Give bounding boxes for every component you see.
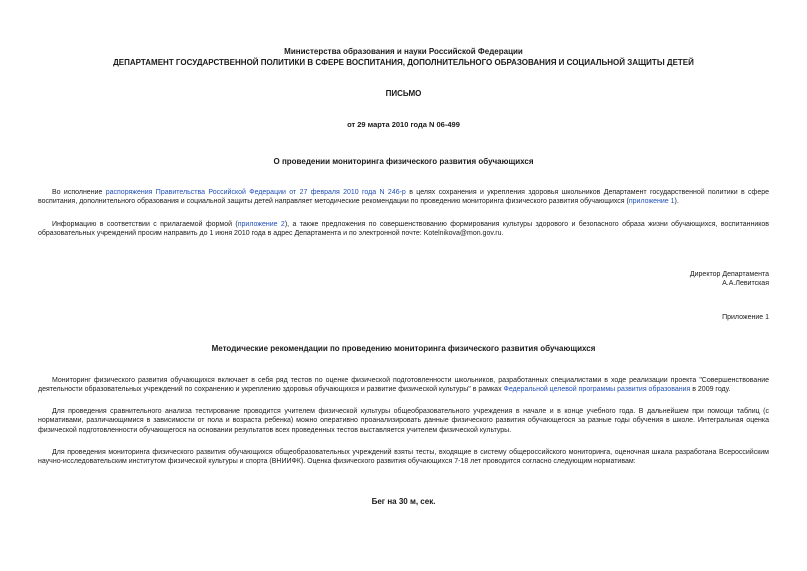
appendix-2-link[interactable]: приложение 2 [237,221,285,228]
paragraph-1-prefix: Во исполнение [52,189,106,196]
signer-name: А.А.Левитская [722,280,769,288]
document-date-number: от 29 марта 2010 года N 06-499 [347,120,460,129]
paragraph-3-prefix: Мониторинг физического развития обучающихся включает в себя ряд тестов по оценке физической подготовленности школьников, разработанных специалистами в ходе реализации проекта "Совершенствование деятельности образовательных учреждений по сохранению и укреплению здоровья обучающихся и развитие физической культуры" в рамках [38,377,769,394]
paragraph-5: Для проведения мониторинга физического развития обучающихся общеобразовательных учреждений взяты тесты, входящие в систему общероссийского мониторинга, оценочная шкала разработана Всероссийским научно-исследовательским институтом физической культуры и спорта (ВНИИФК). Оценка физического развития обучающихся 7-18 лет проводится согласно следующим нормативам: [38,449,769,466]
ministry-name: Министерства образования и науки Российской Федерации [284,47,523,56]
federal-program-link[interactable]: Федеральной целевой программы развития образования [503,386,691,394]
document-header [38,47,769,68]
government-order-link[interactable]: распоряжения Правительства Российской Федерации от 27 февраля 2010 года N 246-р [105,189,406,196]
document-subject: О проведении мониторинга физического развития обучающихся [273,157,534,166]
paragraph-1-middle: в целях сохранения и укрепления здоровья школьников Департамент государственной политики в сфере воспитания, дополнительного образования и социальной защиты детей направляет методические рекомендации по проведению мониторинга физического развития обучающихся ( [38,189,769,206]
signature-block [690,270,769,289]
run-30m-heading: Бег на 30 м, сек. [371,497,436,506]
department-name: ДЕПАРТАМЕНТ ГОСУДАРСТВЕННОЙ ПОЛИТИКИ В СФЕРЕ ВОСПИТАНИЯ, ДОПОЛНИТЕЛЬНОГО ОБРАЗОВАНИЯ И СОЦИАЛЬНОЙ ЗАЩИТЫ ДЕТЕЙ [113,57,694,67]
paragraph-3-suffix: в 2009 году. [690,386,731,394]
paragraph-2-prefix: Информацию в соответствии с прилагаемой формой ( [52,221,238,228]
document-type: ПИСЬМО [385,89,422,98]
paragraph-2 [38,220,769,239]
paragraph-4: Для проведения сравнительного анализа тестирование проводится учителем физической культуры общеобразовательного учреждения в начале и в конце учебного года. В дальнейшем при помощи таблиц (с нормативами, различающимися в зависимости от пола и возраста ребенка) можно оперативно проанализировать данные физического развития обучающегося за разные годы обучения в школе. Интегральная оценка физической подготовленности обучающегося на основании результатов всех проведенных тестов выставляется учителем физической культуры. [38,408,769,434]
appendix-label: Приложение 1 [722,314,769,321]
paragraph-1 [38,188,769,207]
paragraph-2-suffix: ), а также предложения по совершенствованию формирования культуры здорового и безопасного образа жизни обучающихся, воспитанников образовательных учреждений просим направить до 1 июня 2010 года в адрес Департамента и по электронной почте: Kotelnikova@mon.gov.ru. [38,221,769,238]
method-title: Методические рекомендации по проведению мониторинга физического развития обучающихся [211,344,596,353]
paragraph-3 [38,376,769,395]
signer-position: Директор Департамента [689,271,769,278]
paragraph-1-suffix: ). [674,198,679,206]
appendix-1-link[interactable]: приложение 1 [628,198,675,206]
